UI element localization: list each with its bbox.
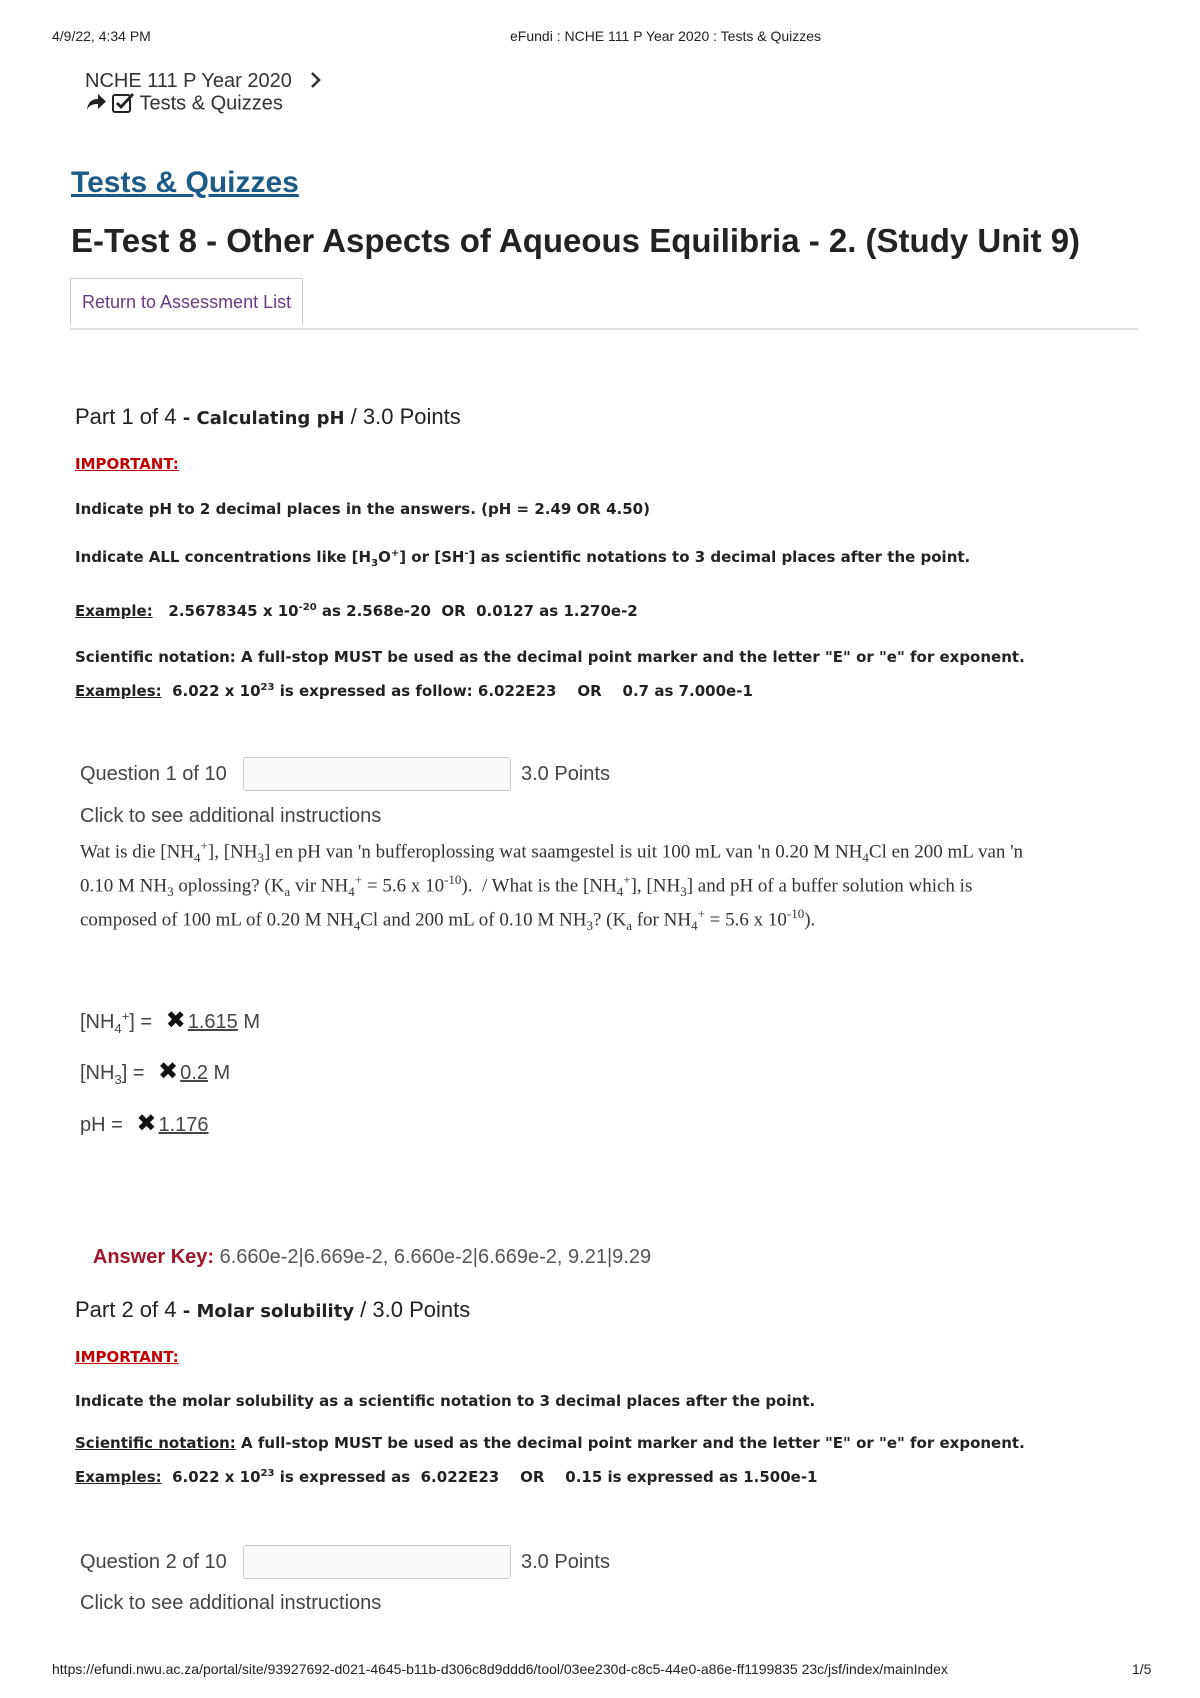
return-to-assessment-list-tab[interactable]: Return to Assessment List xyxy=(70,278,303,325)
answer-unit: M xyxy=(213,1062,231,1084)
incorrect-x-icon: ✖ xyxy=(136,1110,157,1137)
part2-title xyxy=(75,1297,470,1323)
part2-title-prefix: Part 2 of 4 xyxy=(75,1297,177,1322)
answer-row-nh3: $[NH_3]$ = ✖ 0.2 M xyxy=(80,1058,231,1087)
part1-instruction-concentrations: Indicate ALL concentrations like $[H_3O^+]$ or [SH-] as scientific notations to 3 decimal places after the point. xyxy=(75,548,971,569)
part2-instruction-solubility: Indicate the molar solubility as a scientific notation to 3 decimal places after the point. xyxy=(75,1392,816,1410)
answer-key xyxy=(84,1228,651,1269)
question1-text-line3: composed of 100 mL of 0.20 M $NH_4Cl$ and 200 mL of 0.10 M $NH_3$? ($K_a$ for $NH_4^+ = 5.6$ x $10^{-10}$). xyxy=(80,906,816,934)
answer-value: 0.2 xyxy=(180,1062,208,1084)
answer-key-value: 6.660e-2|6.669e-2, 6.660e-2|6.669e-2, 9.21|9.29 xyxy=(214,1246,652,1268)
answer-unit: M xyxy=(243,1011,261,1033)
answer-row-nh4: $[NH_4^+]$ = ✖ 1.615 M xyxy=(80,1007,261,1036)
print-datetime: 4/9/22, 4:34 PM xyxy=(52,28,151,44)
print-footer-page: 1/5 xyxy=(1132,1661,1152,1677)
question1-points: 3.0 Points xyxy=(521,763,610,785)
breadcrumb-tool-label: Tests & Quizzes xyxy=(139,92,283,115)
print-footer-url: https://efundi.nwu.ac.za/portal/site/93927692-d021-4645-b11b-d306c8d9ddd6/tool/03ee230d-c8c5-44e0-a86e-ff1199835 23c/jsf/index/mainIndex xyxy=(52,1661,948,1677)
question1-score-box xyxy=(243,757,511,791)
incorrect-x-icon: ✖ xyxy=(165,1007,186,1034)
question1-text-line1: Wat is die $[NH_4^+]$, $[NH_3]$ en pH van 'n bufferoplossing wat saamgestel is uit 100 mL van 'n 0.20 M $NH_4Cl$ en 200 mL van 'n xyxy=(80,838,1024,866)
part1-examples: Examples: 6.022 x $10^{23}$ is expressed as follow: 6.022E23 OR 0.7 as 7.000e-1 xyxy=(75,682,753,700)
answer-row-ph: pH = ✖ 1.176 xyxy=(80,1110,209,1137)
question1-label: Question 1 of 10 xyxy=(80,763,227,785)
question1-additional-instructions-link[interactable]: Click to see additional instructions xyxy=(80,805,382,827)
answer-value: 1.176 xyxy=(158,1114,209,1136)
part1-title-points: / 3.0 Points xyxy=(344,404,461,429)
share-arrow-icon xyxy=(85,92,107,119)
question2-score-box xyxy=(243,1545,511,1579)
chevron-right-icon xyxy=(310,71,322,94)
answer-key-label: Answer Key: xyxy=(92,1246,215,1268)
breadcrumb-tool[interactable] xyxy=(85,92,283,119)
checkbox-checked-icon xyxy=(111,92,135,119)
part2-important: IMPORTANT: xyxy=(75,1348,179,1366)
part1-important: IMPORTANT: xyxy=(75,455,179,473)
part1-title-prefix: Part 1 of 4 xyxy=(75,404,177,429)
question2-additional-instructions-link[interactable]: Click to see additional instructions xyxy=(80,1592,382,1614)
breadcrumb-site-link[interactable]: NCHE 111 P Year 2020 xyxy=(85,70,292,92)
part2-title-name: - Molar solubility xyxy=(176,1301,355,1322)
part2-examples: Examples: 6.022 x $10^{23}$ is expressed as 6.022E23 OR 0.15 is expressed as 1.500e-1 xyxy=(75,1468,818,1486)
part1-instruction-decimals: Indicate pH to 2 decimal places in the answers. (pH = 2.49 OR 4.50) xyxy=(75,500,650,518)
question2-label: Question 2 of 10 xyxy=(80,1551,227,1573)
breadcrumb xyxy=(85,70,322,94)
part1-example: Example: 2.5678345 x $10^{-20}$ as 2.568e-20 OR 0.0127 as 1.270e-2 xyxy=(75,602,638,620)
question2-points: 3.0 Points xyxy=(521,1551,610,1573)
part1-scientific-notation: Scientific notation: A full-stop MUST be used as the decimal point marker and the letter "E" or "e" for exponent. xyxy=(75,648,1025,666)
part1-title-name: - Calculating pH xyxy=(176,408,345,429)
part2-title-points: / 3.0 Points xyxy=(354,1297,471,1322)
incorrect-x-icon: ✖ xyxy=(158,1058,179,1085)
print-page-title: eFundi : NCHE 111 P Year 2020 : Tests & Quizzes xyxy=(510,28,822,44)
answer-value: 1.615 xyxy=(187,1011,238,1033)
tool-title-link[interactable]: Tests & Quizzes xyxy=(71,166,299,199)
tab-bar xyxy=(70,278,1138,330)
part1-title xyxy=(75,404,461,430)
question1-text-line2: 0.10 M $NH_3$ oplossing? ($K_a$ vir $NH_4^+ = 5.6$ x $10^{-10}$). / What is the $[NH_4^+]$, $[NH_3]$ and pH of a buffer solution which is xyxy=(80,872,973,900)
page-title: E-Test 8 - Other Aspects of Aqueous Equilibria - 2. (Study Unit 9) xyxy=(71,222,1081,259)
part2-scientific-notation: Scientific notation: A full-stop MUST be used as the decimal point marker and the letter "E" or "e" for exponent. xyxy=(75,1434,1025,1452)
